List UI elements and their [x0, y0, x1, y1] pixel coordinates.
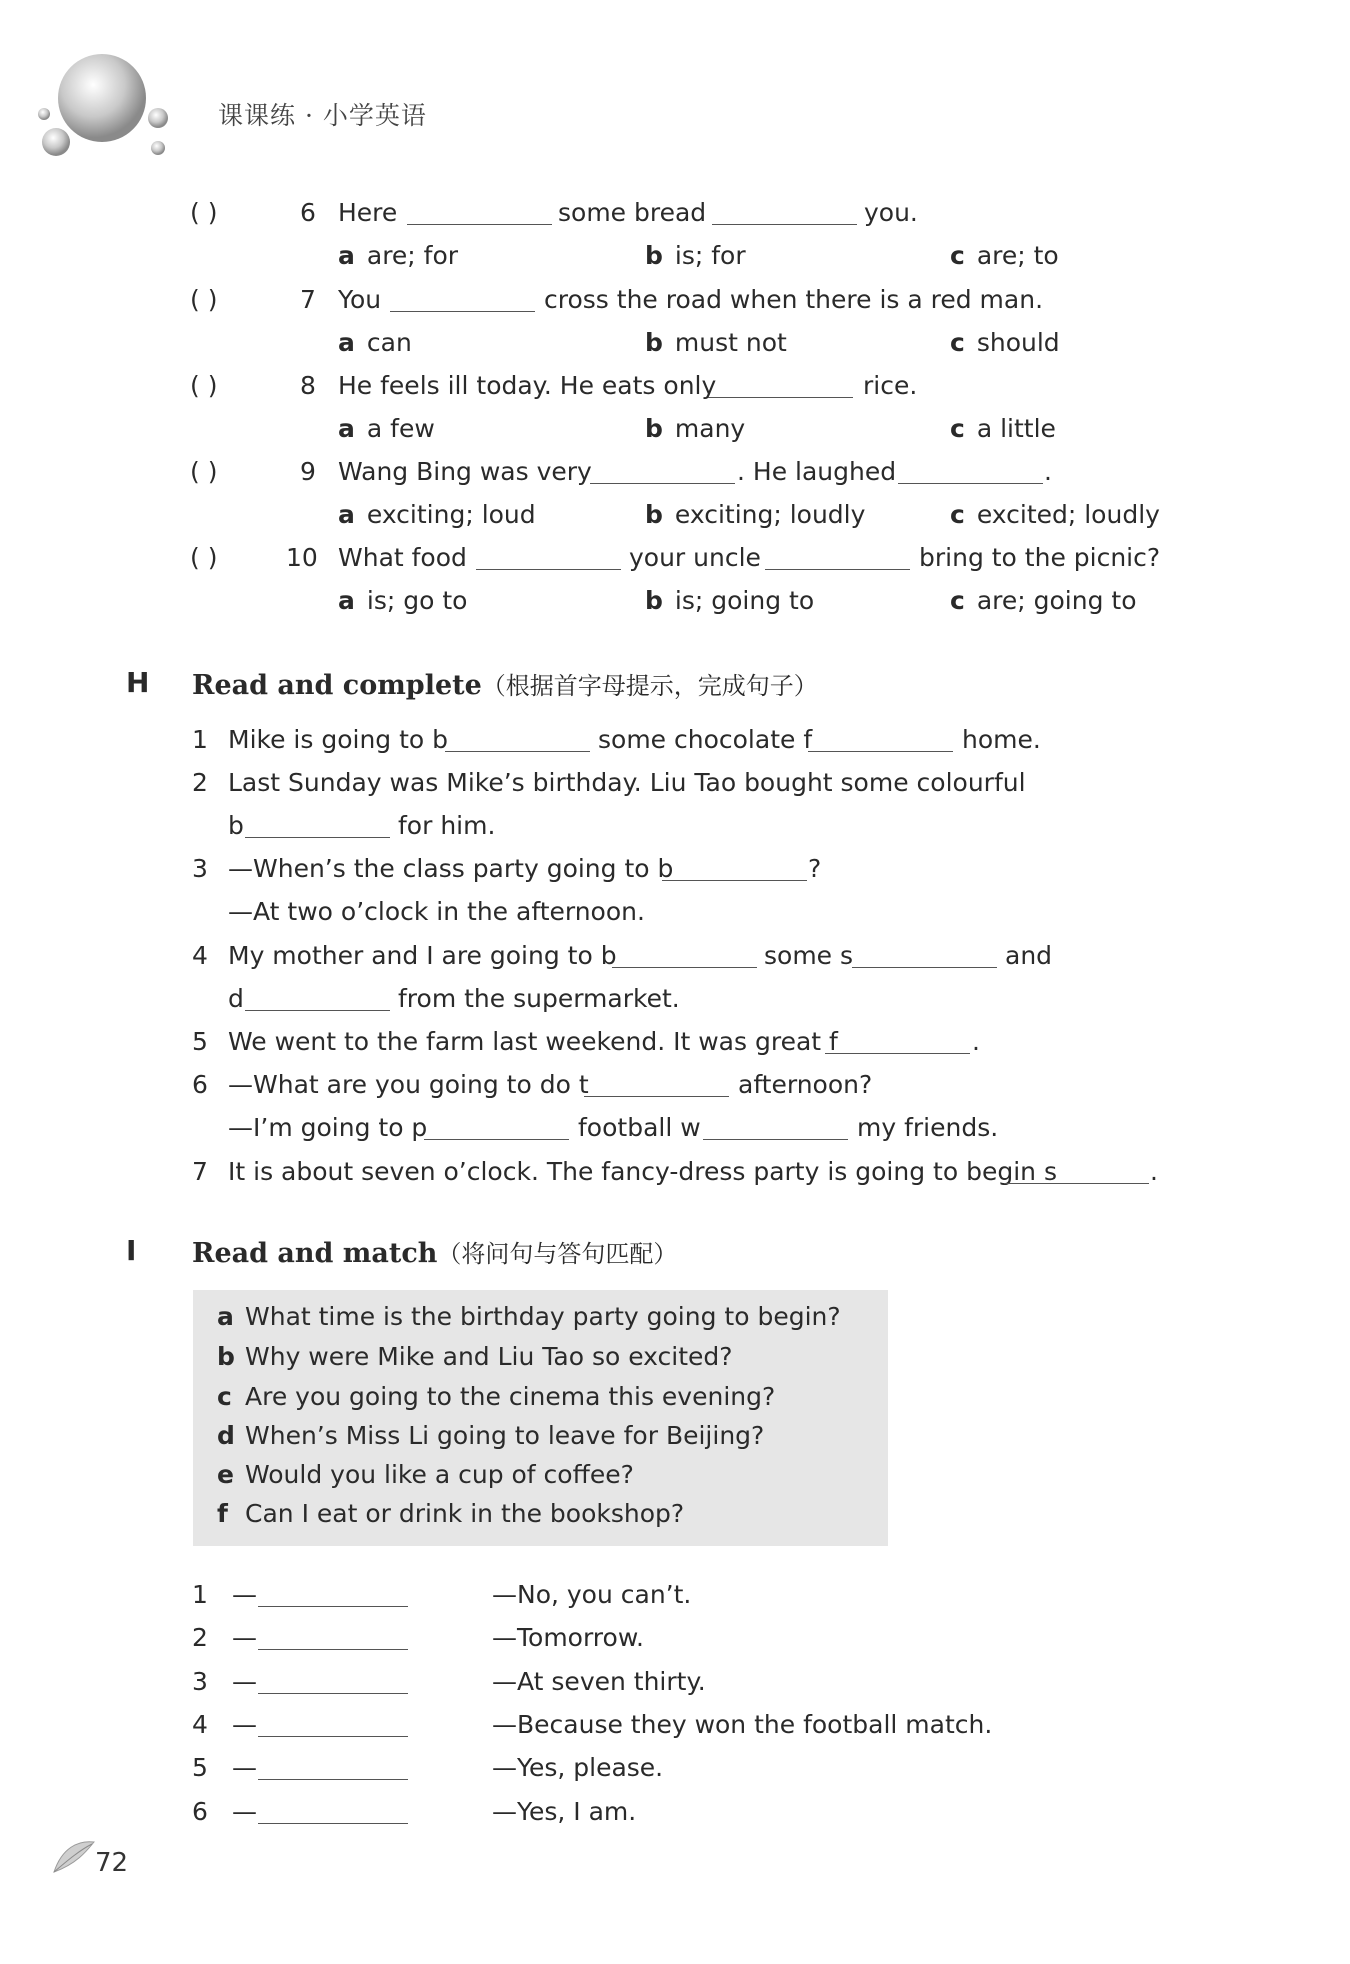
question-box [193, 1290, 888, 1546]
answer-blank[interactable] [258, 1753, 408, 1780]
question-number: 10 [286, 543, 318, 572]
answer-blank[interactable] [662, 854, 807, 881]
answer-paren[interactable]: ( ) [190, 198, 218, 227]
workbook-page: 课课练 · 小学英语 ( ) 6 Here some bread you. a are; for b is; for c are; to ( ) 7 You cross the road when there is a red man. a can b must not c should ( ) 8 He feels ill today. He eats only rice. a a few b many c a little ( ) 9 Wang Bing was very . He laughed . a exciting; loud b exciting; loudly c excited; loudly ( ) 10 What food your uncle bring to the picnic? a is; go to b is; going to c are; going to H Read and complete（根据首字母提示，完成句子） 1 Mike is going to b some chocolate f home. 2 Last Sunday was Mike’s birthday. Liu Tao bought some colourful b for him. 3 —When’s the class party going to b ? —At two o’clock in the afternoon. 4 My mother and I are going to b some s and d from the supermarket. 5 We went to the farm last weekend. It was great f . 6 —What are you going to do t afternoon? —I’m going to p football w my friends. 7 It is about seven o’clock. The fancy-dress party is going to begin s . I Read and match（将问句与答句匹配） a What time is the birthday party going to begin? b Why were Mike and Liu Tao so excited? c Are you going to the cinema this evening? d When’s Miss Li going to leave for Beijing? e Would you like a cup of coffee? f Can I eat or drink in the bookshop? 1 — —No, you can’t. 2 — —Tomorrow. 3 — —At seven thirty. 4 — —Because they won the football match. 5 — —Yes, please. 6 — —Yes, I am. 72 [0, 0, 1350, 1964]
question-text: your uncle [629, 543, 761, 572]
option-a: a is; go to [338, 586, 468, 615]
answer-blank[interactable] [424, 1113, 569, 1140]
question-text: cross the road when there is a red man. [544, 285, 1044, 314]
answer-blank[interactable] [852, 941, 997, 968]
option-a: a exciting; loud [338, 500, 536, 529]
question-text: some bread [558, 198, 707, 227]
question-number: 6 [300, 198, 316, 227]
answer-blank[interactable] [258, 1667, 408, 1694]
answer-blank[interactable] [445, 725, 590, 752]
question-text: Here [338, 198, 398, 227]
answer-blank[interactable] [612, 941, 757, 968]
section-i-title: Read and match（将问句与答句匹配） [192, 1238, 678, 1269]
option-c: c excited; loudly [950, 500, 1160, 529]
option-a: a can [338, 328, 412, 357]
answer-blank[interactable] [708, 371, 853, 398]
question-b: b Why were Mike and Liu Tao so excited? [217, 1342, 733, 1371]
question-text: bring to the picnic? [919, 543, 1161, 572]
answer-blank[interactable] [584, 1070, 729, 1097]
answer-blank[interactable] [898, 457, 1043, 484]
option-b: b many [645, 414, 746, 443]
answer-blank[interactable] [245, 984, 390, 1011]
option-c: c are; to [950, 241, 1059, 270]
page-number: 72 [95, 1848, 129, 1878]
question-number: 9 [300, 457, 316, 486]
answer-paren[interactable]: ( ) [190, 371, 218, 400]
section-i-letter: I [126, 1234, 137, 1267]
answer-paren[interactable]: ( ) [190, 285, 218, 314]
answer-blank[interactable] [808, 725, 953, 752]
question-f: f Can I eat or drink in the bookshop? [217, 1499, 685, 1528]
answer-blank[interactable] [590, 457, 735, 484]
answer-blank[interactable] [245, 811, 390, 838]
answer-blank[interactable] [765, 543, 910, 570]
question-text: . [1044, 457, 1052, 486]
answer-paren[interactable]: ( ) [190, 543, 218, 572]
question-number: 7 [300, 285, 316, 314]
question-number: 8 [300, 371, 316, 400]
option-b: b must not [645, 328, 787, 357]
answer-blank[interactable] [258, 1623, 408, 1650]
answer-blank[interactable] [712, 198, 857, 225]
option-b: b is; for [645, 241, 746, 270]
option-a: a a few [338, 414, 435, 443]
question-text: Wang Bing was very [338, 457, 592, 486]
question-text: What food [338, 543, 467, 572]
answer-blank[interactable] [476, 543, 621, 570]
option-c: c are; going to [950, 586, 1137, 615]
answer-blank[interactable] [1004, 1157, 1149, 1184]
question-d: d When’s Miss Li going to leave for Beijing? [217, 1421, 765, 1450]
answer-blank[interactable] [407, 198, 552, 225]
answer-blank[interactable] [258, 1580, 408, 1607]
option-a: a are; for [338, 241, 459, 270]
answer-blank[interactable] [825, 1027, 970, 1054]
answer-paren[interactable]: ( ) [190, 457, 218, 486]
question-text: You [338, 285, 382, 314]
page-header-title: 课课练 · 小学英语 [218, 101, 427, 130]
question-text: you. [864, 198, 918, 227]
section-h-letter: H [126, 666, 150, 699]
question-text: rice. [863, 371, 918, 400]
question-c: c Are you going to the cinema this evening? [217, 1382, 776, 1411]
option-b: b is; going to [645, 586, 815, 615]
option-b: b exciting; loudly [645, 500, 866, 529]
question-text: . He laughed [737, 457, 897, 486]
question-text: He feels ill today. He eats only [338, 371, 717, 400]
question-a: a What time is the birthday party going to begin? [217, 1302, 841, 1331]
answer-blank[interactable] [390, 285, 535, 312]
bubbles-icon [30, 40, 180, 170]
answer-blank[interactable] [703, 1113, 848, 1140]
question-e: e Would you like a cup of coffee? [217, 1460, 634, 1489]
option-c: c should [950, 328, 1060, 357]
answer-blank[interactable] [258, 1797, 408, 1824]
answer-blank[interactable] [258, 1710, 408, 1737]
leaf-icon [52, 1838, 96, 1874]
option-c: c a little [950, 414, 1056, 443]
section-h-title: Read and complete（根据首字母提示，完成句子） [192, 670, 818, 701]
